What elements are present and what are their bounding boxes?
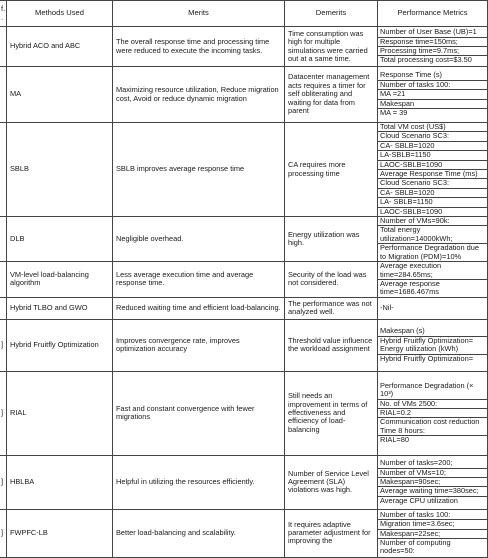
row-ref-cell: ] <box>0 371 7 455</box>
metric-line: Migration time=3.6sec; <box>378 520 487 529</box>
row-demerits-cell: Threshold value influence the workload assignment <box>285 319 378 371</box>
metric-line: Average execution time=284.65ms; <box>378 262 487 280</box>
metric-line: Average CPU utilization <box>380 495 458 505</box>
row-merits-cell: Negligible overhead. <box>113 217 285 262</box>
metric-line: Number of tasks 100: <box>378 81 487 90</box>
metric-line: Performance Degradation (× 10³) <box>378 382 487 400</box>
table-row <box>0 123 488 217</box>
table-row <box>0 455 488 509</box>
metric-line: Communication cost reduction Time 8 hours: <box>378 418 487 436</box>
row-merits-cell: Reduced waiting time and efficient load-balancing. <box>113 297 285 319</box>
metric-line: Response time=150ms; <box>378 38 487 47</box>
table-row <box>0 262 488 298</box>
row-method-cell: DLB <box>7 217 113 262</box>
row-ref-cell: ] <box>0 455 7 509</box>
header-row <box>0 1 488 27</box>
metric-line: No. of VMs 2500: <box>378 400 487 409</box>
row-method-cell: MA <box>7 67 113 123</box>
metric-line: Number of VMs=90k: <box>378 217 487 226</box>
metric-line: MA = 39 <box>380 108 408 118</box>
table-row <box>0 217 488 262</box>
metric-line: RIAL=0.2 <box>378 409 487 418</box>
metric-line: LAOC-SBLB=1090 <box>378 161 487 170</box>
metric-line: Number of User Base (UB)=1 <box>378 28 487 37</box>
row-metrics-cell <box>378 67 488 123</box>
row-demerits-cell: Security of the load was not considered. <box>285 262 378 298</box>
metric-line: Response Time (s) <box>378 71 487 80</box>
metric-line: Makespan (s) <box>378 327 487 336</box>
metric-line: Average response time=1686.467ms <box>380 278 440 297</box>
header-demerits: Demerits <box>285 1 378 27</box>
row-metrics-cell <box>378 455 488 509</box>
metric-line: Number of tasks=200; <box>378 459 487 468</box>
metric-line: LA- SBLB=1150 <box>378 198 487 207</box>
metric-line: Hybrid Fruitfly Optimization= <box>380 353 474 363</box>
metric-line: Makespan <box>378 100 487 109</box>
row-merits-cell: Fast and constant convergence with fewer migrations <box>113 371 285 455</box>
header-ref: f. . <box>0 1 7 27</box>
metric-line: Processing time=9.7ms; <box>378 47 487 56</box>
metric-line: Total VM cost (US$) <box>378 123 487 132</box>
row-metrics-cell <box>378 319 488 371</box>
metric-line: LAOC-SBLB=1090 <box>380 206 443 216</box>
metric-line: MA =21 <box>378 90 487 99</box>
row-merits-cell: The overall response time and processing time were reduced to execute the incoming tasks. <box>113 27 285 67</box>
row-metrics-cell <box>378 371 488 455</box>
row-merits-cell: Better load-balancing and scalability. <box>113 509 285 557</box>
metric-line: CA- SBLB=1020 <box>378 142 487 151</box>
metric-line: Total energy utilization=14000kWh; <box>378 226 487 244</box>
metric-line: RIAL=80 <box>380 435 409 445</box>
metric-line: LA-SBLB=1150 <box>378 151 487 160</box>
row-ref-cell: ] <box>0 509 7 557</box>
row-metrics-cell <box>378 262 488 298</box>
row-merits-cell: SBLB improves average response time <box>113 123 285 217</box>
row-method-cell: VM-level load-balancing algorithm <box>7 262 113 298</box>
metric-line: Cloud Scenario SC3: <box>378 179 487 188</box>
header-methods: Methods Used <box>7 1 113 27</box>
metric-line: Makespan=90sec; <box>378 478 487 487</box>
metric-line: Total processing cost=$3.50 <box>380 55 472 65</box>
row-metrics-cell <box>378 27 488 67</box>
header-merits: Merits <box>113 1 285 27</box>
row-demerits-cell: Datacenter management acts requires a timer for self obliterating and waiting for data from parent <box>285 67 378 123</box>
row-metrics-cell <box>378 297 488 319</box>
metric-line: Average waiting time=380sec; <box>378 487 487 496</box>
row-method-cell: Hybrid Fruitfly Optimization <box>7 319 113 371</box>
table-row <box>0 371 488 455</box>
row-metrics-cell <box>378 123 488 217</box>
row-method-cell: SBLB <box>7 123 113 217</box>
metric-line: Cloud Scenario SC3: <box>378 132 487 141</box>
table-row <box>0 319 488 371</box>
table-row <box>0 297 488 319</box>
metric-line: -Nil- <box>380 303 394 313</box>
row-ref-cell: ] <box>0 319 7 371</box>
row-demerits-cell: Energy utilization was high. <box>285 217 378 262</box>
metric-line: Makespan=22sec; <box>378 530 487 539</box>
row-merits-cell: Less average execution time and average response time. <box>113 262 285 298</box>
table-row <box>0 27 488 67</box>
row-demerits-cell: Number of Service Level Agreement (SLA) violations was high. <box>285 455 378 509</box>
row-method-cell: HBLBA <box>7 455 113 509</box>
metric-line: Hybrid Fruitfly Optimization= Energy utilization (kWh) <box>378 337 487 355</box>
row-merits-cell: Helpful in utilizing the resources efficiently. <box>113 455 285 509</box>
metric-line: Number of computing nodes=50: <box>380 537 451 556</box>
metric-line: CA- SBLB=1020 <box>378 189 487 198</box>
row-metrics-cell <box>378 509 488 557</box>
metric-line: Number of VMs=10; <box>378 469 487 478</box>
row-method-cell: RIAL <box>7 371 113 455</box>
metric-line: Number of tasks 100: <box>378 511 487 520</box>
row-demerits-cell: The performance was not analyzed well. <box>285 297 378 319</box>
metric-line: Average Response Time (ms) <box>378 170 487 179</box>
metric-line: Performance Degradation due to Migration (PDM)=10% <box>380 243 480 261</box>
row-demerits-cell: It requires adaptive parameter adjustment for improving the <box>285 509 378 557</box>
row-metrics-cell <box>378 217 488 262</box>
table-row <box>0 67 488 123</box>
row-merits-cell: Improves convergence rate, improves optimization accuracy <box>113 319 285 371</box>
row-demerits-cell: Time consumption was high for multiple simulations were carried out at a same time. <box>285 27 378 67</box>
row-method-cell: Hybrid ACO and ABC <box>7 27 113 67</box>
row-demerits-cell: CA requires more processing time <box>285 123 378 217</box>
row-demerits-cell: Still needs an improvement in terms of effectiveness and efficiency of load-balancing <box>285 371 378 455</box>
table-row <box>0 509 488 557</box>
header-metrics: Performance Metrics <box>378 1 488 27</box>
row-method-cell: FWPFC-LB <box>7 509 113 557</box>
row-merits-cell: Maximizing resource utilization, Reduce migration cost, Avoid or reduce dynamic migration <box>113 67 285 123</box>
row-method-cell: Hybrid TLBO and GWO <box>7 297 113 319</box>
